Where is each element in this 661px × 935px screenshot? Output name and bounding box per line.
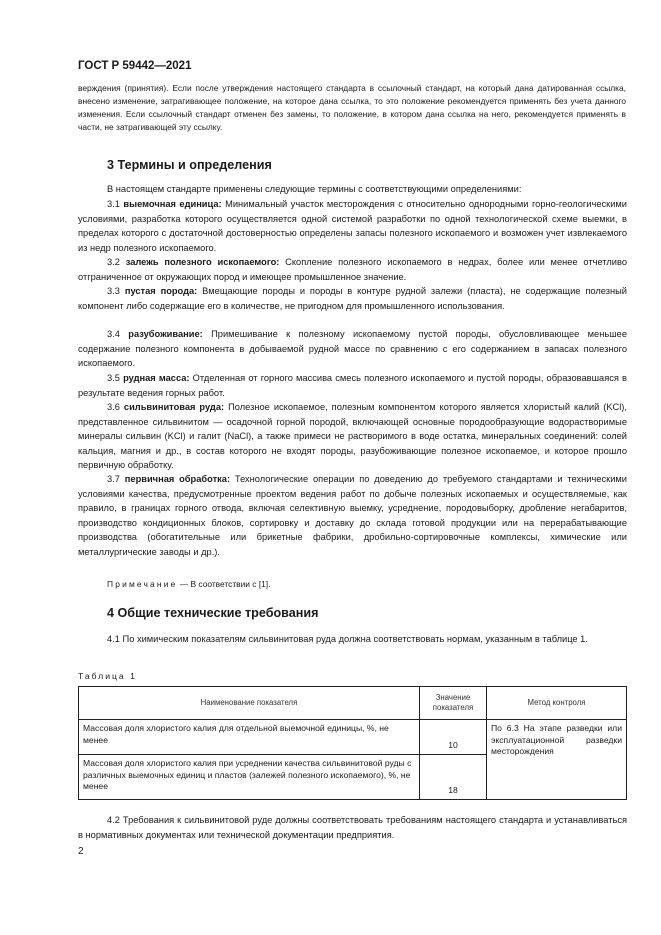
term-definition: Минимальный участок месторождения с относительно однородными горно-геологическими условиями, разработка которого осуществляется одной системой разработки по одной технологической схеме выемки, в пределах которого с достаточной достоверностью определены запасы полезного ископаемого и возможен учет извлекаемого из недр полезного ископаемого. (78, 199, 628, 253)
term-number: 3.4 (107, 329, 120, 339)
table-cell-name: Массовая доля хлористого калия для отдельной выемочной единицы, %, не менее (79, 720, 420, 755)
term-3-6 (78, 400, 627, 473)
term-3-3 (78, 284, 627, 313)
term-name: рудная масса: (123, 373, 190, 383)
table-cell-method: По 6.3 На этапе разведки или эксплуатационной разведки месторождения (487, 720, 627, 800)
paragraph-4-2: 4.2 Требования к сильвинитовой руде должны соответствовать требованиям настоящего стандарта и устанавливаться в нормативных документах или технической документации предприятия. (78, 815, 627, 840)
table-header-cell: Наименование показателя (79, 687, 420, 720)
table-row (79, 720, 627, 755)
term-definition: Примешивание к полезному ископаемому пустой породы, обусловливающее меньшее содержание полезного компонента в добываемой рудной массе по сравнению с его содержанием в запасах полезного ископаемого. (78, 329, 627, 369)
term-3-1 (78, 197, 627, 255)
page-number: 2 (78, 846, 84, 857)
term-name: пустая порода: (124, 286, 198, 296)
table-header-row (79, 687, 627, 720)
table-header-cell: Метод контроля (487, 687, 627, 720)
term-definition: Отделенная от горного массива смесь полезного ископаемого и пустой породы, образовавшаяся в результате ведения горных работ. (78, 373, 627, 398)
term-name: первичная обработка: (124, 474, 231, 484)
term-definition: Вмещающие породы и породы в контуре рудной залежи (пласта), не содержащие полезный компонент либо содержащие его в количестве, не пригодном для промышленного использования. (78, 286, 627, 311)
term-number: 3.1 (107, 199, 120, 209)
term-3-5 (78, 371, 627, 400)
table-header-cell: Значение показателя (420, 687, 487, 720)
paragraph-4-1: 4.1 По химическим показателям сильвинитовая руда должна соответствовать нормам, указанным в таблице 1. (107, 634, 588, 644)
section-4-title: 4 Общие технические требования (107, 606, 319, 620)
table-cell-name: Массовая доля хлористого калия при усреднении качества сильвинитовой руды с различных выемочных единиц и пластов (залежей полезного ископаемого), %, не менее (79, 755, 420, 800)
term-definition: Полезное ископаемое, полезным компонентом которого является хлористый калий (KCl), представленное сильвинитом — осадочной горной породой, включающей основные породообразующие водорастворимые минералы сильвин (KCl) и галит (NaCl), а также примеси не растворимого в воде остатка, минеральных соединений: солей кальция, магния и др., в состав которого не входят породы, разубоживающие полезное ископаемое, и которое прошло первичную обработку. (78, 402, 627, 471)
term-number: 3.5 (107, 373, 120, 383)
term-definition: Технологические операции по доведению до требуемого стандартами и техническими условиями качества, предусмотренные проектом ведения работ по добыче полезных ископаемых и осуществляемые, как правило, в границах горного отвода, включая селективную выемку, усреднение, породовыборку, дробление негабаритов, производство кондиционных блоков, сортировку и доставку до склада готовой продукции или на перерабатывающие производства (обогатительные или брикетные фабрики, дробильно-сортировочные комплексы, химические или металлургические заводы и др.). (78, 474, 627, 557)
term-number: 3.2 (107, 257, 120, 267)
term-number: 3.3 (107, 286, 120, 296)
table-cell-value: 10 (420, 720, 487, 755)
intro-paragraph: верждения (принятия). Если после утверждения настоящего стандарта в ссылочный стандарт, на который дана датированная ссылка, внесено изменение, затрагивающее положение, на которое дана ссылка, то это положение рекомендуется применять без учета данного изменения. Если ссылочный стандарт отменен без замены, то положение, в котором дана ссылка на него, рекомендуется применять в части, не затрагивающей эту ссылку. (78, 83, 626, 132)
note-label: Примечание (107, 579, 178, 589)
document-header: ГОСТ Р 59442—2021 (78, 60, 192, 72)
requirements-table (78, 686, 627, 800)
term-name: выемочная единица: (123, 199, 222, 209)
section-3-title: 3 Термины и определения (107, 158, 272, 172)
term-definition: Скопление полезного ископаемого в недрах, более или менее отчетливо отграниченное от окружающих пород и имеющее промышленное значение. (78, 257, 627, 282)
note (78, 577, 627, 592)
term-number: 3.7 (107, 474, 120, 484)
term-3-4 (78, 327, 627, 371)
term-name: сильвинитовая руда: (123, 402, 225, 412)
term-number: 3.6 (107, 402, 120, 412)
table-cell-value: 18 (420, 755, 487, 800)
term-name: разубоживание: (128, 329, 203, 339)
term-name: залежь полезного ископаемого: (125, 257, 280, 267)
section-3-intro: В настоящем стандарте применены следующие термины с соответствующими определениями: (107, 184, 522, 194)
note-text: — В соответствии с [1]. (177, 579, 271, 589)
term-3-2 (78, 255, 627, 284)
table-caption: Таблица 1 (78, 671, 137, 681)
term-3-7 (78, 472, 627, 560)
